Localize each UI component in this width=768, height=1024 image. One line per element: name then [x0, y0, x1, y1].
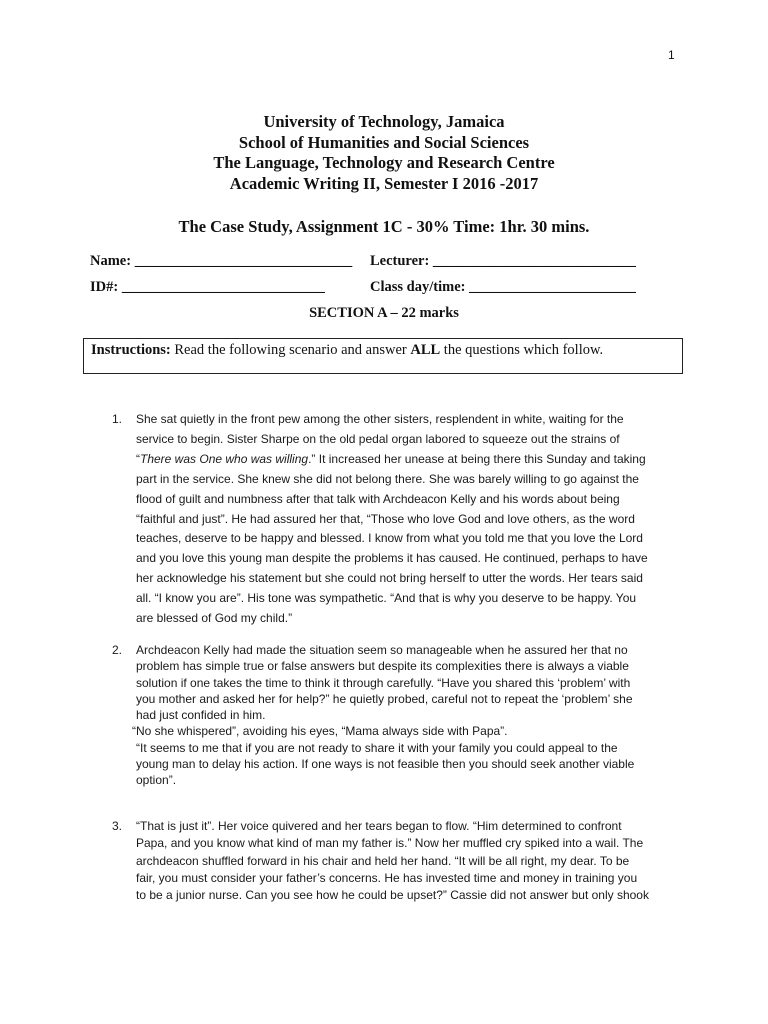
document-header: [0, 112, 768, 194]
instructions-box: [83, 338, 683, 374]
item-number: 3.: [112, 819, 123, 833]
text-line: her acknowledge his statement but she could not bring herself to utter the words. Her tears said: [136, 571, 643, 586]
instructions-text-before: Read the following scenario and answer: [170, 342, 411, 358]
text-line: are blessed of God my child.”: [136, 611, 293, 626]
item-number: 2.: [112, 643, 123, 657]
text-line: She sat quietly in the front pew among the other sisters, resplendent in white, waiting for the: [136, 412, 624, 426]
text-segment: .” It increased her unease at being there this Sunday and taking: [308, 451, 646, 466]
text-line: “It seems to me that if you are not ready to share it with your family you could appeal to the: [136, 740, 618, 755]
text-line: part in the service. She knew she did not belong there. She was barely willing to go against the: [136, 471, 639, 486]
instructions-text-after: the questions which follow.: [440, 342, 604, 358]
text-line: fair, you must consider your father’s concerns. He has invested time and money in training you: [136, 870, 638, 885]
header-course: Academic Writing II, Semester I 2016 -2017: [229, 173, 539, 193]
id-field: ID#: ____________________________: [90, 279, 325, 295]
header-university: University of Technology, Jamaica: [263, 112, 505, 131]
text-line: solution if one takes the time to think it through carefully. “Have you shared this ‘problem’ with: [136, 675, 631, 690]
header-centre: The Language, Technology and Research Centre: [213, 153, 555, 172]
text-line: archdeacon shuffled forward in his chair and held her hand. “It will be all right, my dear. To be: [136, 853, 630, 868]
text-line: and you love this young man despite the problems it has caused. He continued, perhaps to have: [136, 551, 648, 566]
text-line: “That is just it”. Her voice quivered and her tears began to flow. “Him determined to confront: [136, 819, 622, 833]
form-row-name: [90, 253, 690, 270]
item-body: [132, 642, 690, 789]
page-number: 1: [668, 48, 675, 62]
item-body: [136, 818, 690, 904]
instructions-all: ALL: [410, 342, 441, 358]
header-school: School of Humanities and Social Sciences: [238, 132, 530, 152]
hymn-title: There was One who was willing: [140, 451, 309, 466]
form-row-id: [90, 279, 690, 296]
item-body: [136, 410, 690, 629]
text-line: you mother and asked her for help?” he quietly probed, careful not to repeat the ‘problem’ she: [136, 691, 633, 706]
assignment-title: The Case Study, Assignment 1C - 30% Time: 1hr. 30 mins.: [178, 217, 590, 236]
text-line: problem has simple true or false answers but despite its complexities there is always a viable: [136, 659, 629, 674]
instructions-label: Instructions:: [91, 342, 171, 358]
quote-open: “: [136, 451, 140, 466]
name-field: Name: ______________________________: [90, 253, 353, 269]
text-line: flood of guilt and numbness after that talk with Archdeacon Kelly and his words about being: [136, 491, 620, 506]
section-heading: SECTION A – 22 marks: [309, 305, 459, 321]
text-line: had just confided in him.: [136, 708, 266, 723]
text-line: service to begin. Sister Sharpe on the old pedal organ labored to squeeze out the strains of: [136, 431, 620, 446]
text-line: to be a junior nurse. Can you see how he could be upset?” Cassie did not answer but only shook: [136, 888, 649, 903]
text-line: all. “I know you are”. His tone was sympathetic. “And that is why you deserve to be happy. You: [136, 591, 637, 606]
text-line: “No she whispered”, avoiding his eyes, “Mama always side with Papa”.: [132, 724, 508, 739]
text-line: [136, 450, 690, 470]
text-line: teaches, deserve to be happy and blessed. I know from what you told me that you love the Lord: [136, 531, 643, 546]
item-number: 1.: [112, 412, 123, 426]
text-line: “faithful and just”. He had assured her that, “Those who love God and love others, as the word: [136, 511, 635, 526]
class-time-field: Class day/time: _______________________: [370, 279, 636, 295]
text-line: Papa, and you know what kind of man my father is.” Now her muffled cry spiked into a wail. The: [136, 836, 644, 851]
text-line: option”.: [136, 773, 177, 788]
text-line: young man to delay his action. If one ways is not feasible then you should seek another viable: [136, 757, 635, 772]
text-line: Archdeacon Kelly had made the situation seem so manageable when he assured her that no: [136, 643, 628, 657]
lecturer-field: Lecturer: ____________________________: [370, 253, 636, 269]
